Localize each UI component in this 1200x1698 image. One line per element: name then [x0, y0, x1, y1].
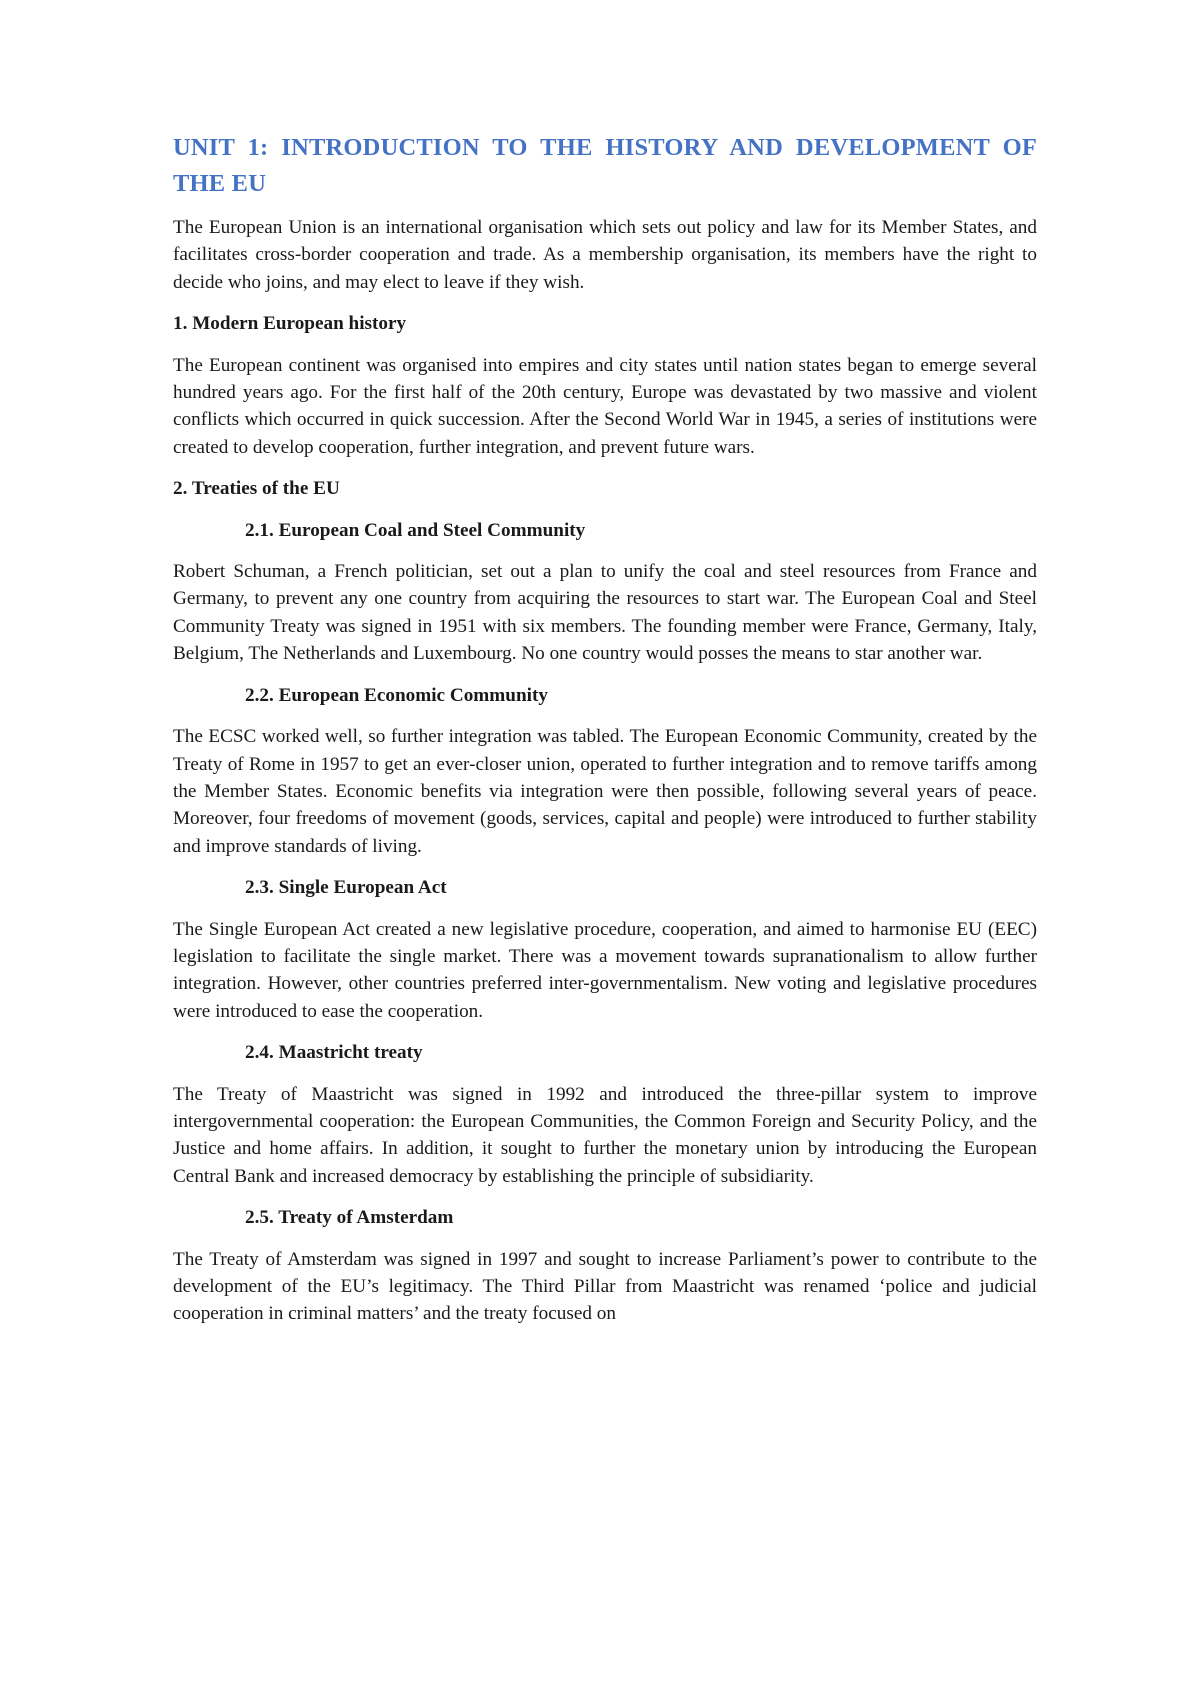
section-2-3-paragraph: The Single European Act created a new legislative procedure, cooperation, and aimed to harmonise EU (EEC) legislation to facilitate the single market. There was a movement towards supranationalism to allow further integration. However, other countries preferred inter-governmentalism. New voting and legislative procedures were introduced to ease the cooperation.: [173, 918, 1037, 1022]
section-2-4-heading: 2.4. Maastricht treaty: [245, 1042, 423, 1064]
section-2-3-heading: 2.3. Single European Act: [245, 877, 447, 899]
section-2-5-paragraph: The Treaty of Amsterdam was signed in 1997 and sought to increase Parliament’s power to contribute to the development of the EU’s legitimacy. The Third Pillar from Maastricht was renamed ‘police and judicial cooperation in criminal matters’ and the treaty focused on: [173, 1248, 1037, 1325]
document-page: [173, 130, 1037, 1342]
document-title: UNIT 1: INTRODUCTION TO THE HISTORY AND DEVELOPMENT OF THE EU: [173, 134, 1037, 197]
section-1-heading: 1. Modern European history: [173, 313, 407, 335]
section-1-paragraph: The European continent was organised into empires and city states until nation states began to emerge several hundred years ago. For the first half of the 20th century, Europe was devastated by two massive and violent conflicts which occurred in quick succession. After the Second World War in 1945, a series of institutions were created to develop cooperation, further integration, and prevent future wars.: [173, 354, 1037, 458]
section-2-heading: 2. Treaties of the EU: [173, 478, 340, 500]
section-2-2-paragraph: The ECSC worked well, so further integration was tabled. The European Economic Community, created by the Treaty of Rome in 1957 to get an ever-closer union, operated to further integration and to remove tariffs among the Member States. Economic benefits via integration were then possible, following several years of peace. Moreover, four freedoms of movement (goods, services, capital and people) were introduced to further stability and improve standards of living.: [173, 726, 1037, 857]
section-2-1-heading: 2.1. European Coal and Steel Community: [245, 519, 586, 541]
section-2-1-paragraph: Robert Schuman, a French politician, set out a plan to unify the coal and steel resources from France and Germany, to prevent any one country from acquiring the resources to start war. The European Coal and Steel Community Treaty was signed in 1951 with six members. The founding member were France, Germany, Italy, Belgium, The Netherlands and Luxembourg. No one country would posses the means to star another war.: [173, 561, 1037, 665]
section-2-5-heading: 2.5. Treaty of Amsterdam: [245, 1207, 454, 1229]
intro-paragraph: The European Union is an international organisation which sets out policy and law for its Member States, and facilitates cross-border cooperation and trade. As a membership organisation, its members have the right to decide who joins, and may elect to leave if they wish.: [173, 217, 1037, 293]
section-2-2-heading: 2.2. European Economic Community: [245, 684, 548, 706]
section-2-4-paragraph: The Treaty of Maastricht was signed in 1992 and introduced the three-pillar system to improve intergovernmental cooperation: the European Communities, the Common Foreign and Security Policy, and the Justice and home affairs. In addition, it sought to further the monetary union by introducing the European Central Bank and increased democracy by establishing the principle of subsidiarity.: [173, 1083, 1037, 1187]
